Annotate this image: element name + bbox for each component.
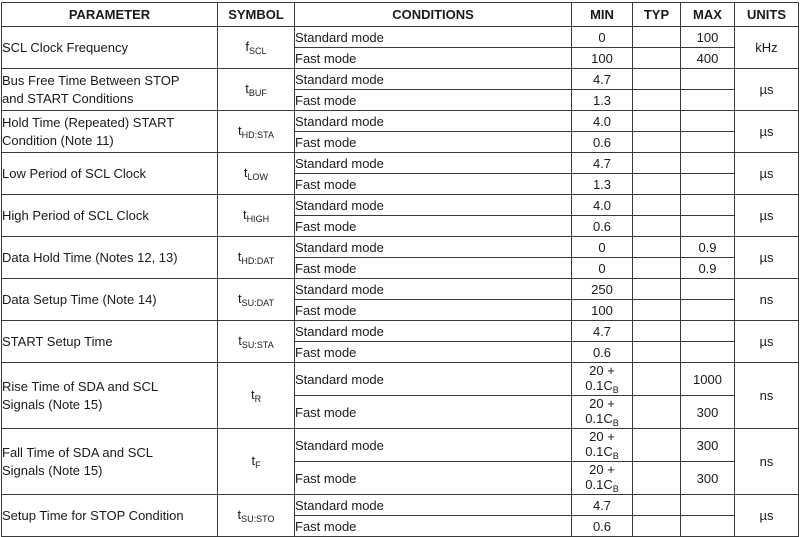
symbol-cell: [218, 321, 295, 363]
min-cell: [572, 90, 633, 111]
typ-cell: [633, 132, 681, 153]
min-cell: [572, 300, 633, 321]
min-value: 20 + 0.1C: [585, 462, 615, 492]
symbol-base: t: [251, 453, 256, 468]
symbol-subscript: SU:STO: [241, 514, 275, 524]
min-subscript: B: [612, 451, 619, 461]
max-cell: [681, 111, 735, 132]
min-cell: [572, 174, 633, 195]
min-value: 0.6: [592, 134, 612, 150]
parameter-cell: SCL Clock Frequency: [2, 27, 218, 69]
min-value: 4.7: [592, 71, 612, 87]
parameter-cell: START Setup Time: [2, 321, 218, 363]
max-cell: [681, 342, 735, 363]
symbol-subscript: F: [255, 460, 261, 470]
min-value: 4.7: [592, 497, 612, 513]
table-body: [2, 27, 799, 537]
min-value: 250: [591, 281, 613, 297]
typ-cell: [633, 363, 681, 396]
max-cell: [681, 321, 735, 342]
condition-cell: Standard mode: [295, 195, 572, 216]
symbol-cell: [218, 69, 295, 111]
min-value: 0.6: [592, 518, 612, 534]
typ-cell: [633, 495, 681, 516]
min-cell: [572, 396, 633, 429]
min-subscript: B: [612, 418, 619, 428]
symbol-cell: [218, 279, 295, 321]
symbol-cell: [218, 429, 295, 495]
condition-cell: Standard mode: [295, 237, 572, 258]
max-cell: [681, 174, 735, 195]
min-value: 0: [598, 239, 606, 255]
condition-cell: Standard mode: [295, 111, 572, 132]
min-cell: [572, 69, 633, 90]
condition-cell: Fast mode: [295, 48, 572, 69]
parameter-cell: Low Period of SCL Clock: [2, 153, 218, 195]
condition-cell: Fast mode: [295, 342, 572, 363]
max-cell: 400: [681, 48, 735, 69]
symbol-cell: [218, 495, 295, 537]
units-cell: kHz: [735, 27, 799, 69]
max-cell: 300: [681, 396, 735, 429]
max-cell: [681, 279, 735, 300]
timing-characteristics-table: [1, 2, 799, 537]
typ-cell: [633, 516, 681, 537]
min-cell: [572, 237, 633, 258]
max-cell: [681, 516, 735, 537]
condition-cell: Standard mode: [295, 429, 572, 462]
min-value: 0.6: [592, 344, 612, 360]
min-cell: [572, 48, 633, 69]
condition-cell: Fast mode: [295, 462, 572, 495]
symbol-subscript: HD:STA: [241, 130, 274, 140]
symbol-base: t: [245, 81, 249, 96]
typ-cell: [633, 111, 681, 132]
condition-cell: Fast mode: [295, 216, 572, 237]
min-cell: [572, 111, 633, 132]
min-value: 100: [591, 302, 613, 318]
condition-cell: Standard mode: [295, 495, 572, 516]
typ-cell: [633, 300, 681, 321]
units-cell: µs: [735, 111, 799, 153]
min-value: 20 + 0.1C: [585, 396, 615, 426]
typ-cell: [633, 237, 681, 258]
typ-cell: [633, 342, 681, 363]
min-cell: [572, 153, 633, 174]
parameter-cell: Hold Time (Repeated) START Condition (Note 11): [2, 111, 218, 153]
units-cell: µs: [735, 69, 799, 111]
min-cell: [572, 363, 633, 396]
typ-cell: [633, 48, 681, 69]
typ-cell: [633, 216, 681, 237]
symbol-base: t: [238, 291, 242, 306]
symbol-cell: [218, 195, 295, 237]
units-cell: µs: [735, 237, 799, 279]
max-cell: [681, 69, 735, 90]
min-value: 4.7: [592, 155, 612, 171]
condition-cell: Standard mode: [295, 321, 572, 342]
symbol-subscript: BUF: [248, 88, 267, 98]
parameter-cell: Setup Time for STOP Condition: [2, 495, 218, 537]
symbol-base: t: [238, 333, 242, 348]
typ-cell: [633, 27, 681, 48]
symbol-base: t: [237, 507, 242, 522]
table-row: [2, 321, 799, 342]
condition-cell: Standard mode: [295, 153, 572, 174]
table-row: [2, 27, 799, 48]
symbol-subscript: SU:STA: [241, 340, 274, 350]
table-row: [2, 279, 799, 300]
symbol-cell: [218, 111, 295, 153]
max-cell: 0.9: [681, 237, 735, 258]
min-subscript: B: [612, 385, 619, 395]
parameter-cell: High Period of SCL Clock: [2, 195, 218, 237]
table-row: [2, 429, 799, 462]
parameter-cell: Data Hold Time (Notes 12, 13): [2, 237, 218, 279]
header-typ: TYP: [633, 3, 681, 27]
table-row: [2, 195, 799, 216]
header-max: MAX: [681, 3, 735, 27]
condition-cell: Fast mode: [295, 396, 572, 429]
symbol-subscript: R: [254, 394, 262, 404]
min-cell: [572, 258, 633, 279]
typ-cell: [633, 69, 681, 90]
table-row: [2, 153, 799, 174]
parameter-cell: Rise Time of SDA and SCL Signals (Note 15): [2, 363, 218, 429]
min-value: 20 + 0.1C: [585, 363, 615, 393]
min-value: 0.6: [592, 218, 612, 234]
max-cell: [681, 216, 735, 237]
min-cell: [572, 429, 633, 462]
symbol-base: f: [245, 39, 250, 54]
typ-cell: [633, 462, 681, 495]
typ-cell: [633, 153, 681, 174]
header-symbol: SYMBOL: [218, 3, 295, 27]
symbol-base: t: [237, 249, 242, 264]
symbol-cell: [218, 237, 295, 279]
min-value: 4.0: [592, 113, 612, 129]
header-parameter: PARAMETER: [2, 3, 218, 27]
min-cell: [572, 216, 633, 237]
condition-cell: Standard mode: [295, 69, 572, 90]
table-row: [2, 237, 799, 258]
condition-cell: Fast mode: [295, 300, 572, 321]
typ-cell: [633, 174, 681, 195]
symbol-subscript: LOW: [247, 172, 269, 182]
condition-cell: Fast mode: [295, 132, 572, 153]
max-cell: 100: [681, 27, 735, 48]
min-value: 1.3: [592, 176, 612, 192]
min-cell: [572, 462, 633, 495]
max-cell: 1000: [681, 363, 735, 396]
symbol-base: t: [242, 207, 247, 222]
min-cell: [572, 195, 633, 216]
max-cell: [681, 132, 735, 153]
symbol-subscript: SU:DAT: [241, 298, 274, 308]
min-cell: [572, 27, 633, 48]
typ-cell: [633, 279, 681, 300]
units-cell: ns: [735, 429, 799, 495]
units-cell: µs: [735, 195, 799, 237]
symbol-cell: [218, 363, 295, 429]
parameter-cell: Bus Free Time Between STOP and START Conditions: [2, 69, 218, 111]
header-conditions: CONDITIONS: [295, 3, 572, 27]
min-value: 0: [598, 260, 606, 276]
symbol-subscript: SCL: [249, 46, 267, 56]
max-cell: [681, 195, 735, 216]
condition-cell: Standard mode: [295, 363, 572, 396]
symbol-base: t: [250, 387, 255, 402]
typ-cell: [633, 258, 681, 279]
typ-cell: [633, 195, 681, 216]
min-cell: [572, 132, 633, 153]
max-cell: [681, 90, 735, 111]
condition-cell: Fast mode: [295, 174, 572, 195]
symbol-subscript: HIGH: [246, 214, 270, 224]
symbol-cell: [218, 153, 295, 195]
symbol-base: t: [243, 165, 248, 180]
typ-cell: [633, 90, 681, 111]
min-value: 4.7: [592, 323, 612, 339]
min-cell: [572, 516, 633, 537]
typ-cell: [633, 429, 681, 462]
units-cell: µs: [735, 321, 799, 363]
min-cell: [572, 495, 633, 516]
header-units: UNITS: [735, 3, 799, 27]
header-row: [2, 3, 799, 27]
parameter-cell: Data Setup Time (Note 14): [2, 279, 218, 321]
typ-cell: [633, 396, 681, 429]
min-cell: [572, 342, 633, 363]
symbol-base: t: [238, 123, 242, 138]
condition-cell: Fast mode: [295, 258, 572, 279]
header-min: MIN: [572, 3, 633, 27]
max-cell: [681, 495, 735, 516]
units-cell: ns: [735, 279, 799, 321]
table-row: [2, 363, 799, 396]
units-cell: µs: [735, 495, 799, 537]
condition-cell: Fast mode: [295, 516, 572, 537]
units-cell: ns: [735, 363, 799, 429]
min-cell: [572, 279, 633, 300]
min-value: 0: [598, 29, 606, 45]
min-value: 4.0: [592, 197, 612, 213]
condition-cell: Standard mode: [295, 27, 572, 48]
symbol-subscript: HD:DAT: [241, 256, 275, 266]
table-row: [2, 495, 799, 516]
max-cell: [681, 300, 735, 321]
min-value: 20 + 0.1C: [585, 429, 615, 459]
max-cell: 300: [681, 429, 735, 462]
max-cell: [681, 153, 735, 174]
max-cell: 300: [681, 462, 735, 495]
min-cell: [572, 321, 633, 342]
table-row: [2, 69, 799, 90]
min-value: 100: [591, 50, 613, 66]
table-row: [2, 111, 799, 132]
symbol-cell: [218, 27, 295, 69]
max-cell: 0.9: [681, 258, 735, 279]
parameter-cell: Fall Time of SDA and SCL Signals (Note 15): [2, 429, 218, 495]
condition-cell: Fast mode: [295, 90, 572, 111]
min-subscript: B: [612, 484, 619, 494]
min-value: 1.3: [592, 92, 612, 108]
typ-cell: [633, 321, 681, 342]
condition-cell: Standard mode: [295, 279, 572, 300]
units-cell: µs: [735, 153, 799, 195]
